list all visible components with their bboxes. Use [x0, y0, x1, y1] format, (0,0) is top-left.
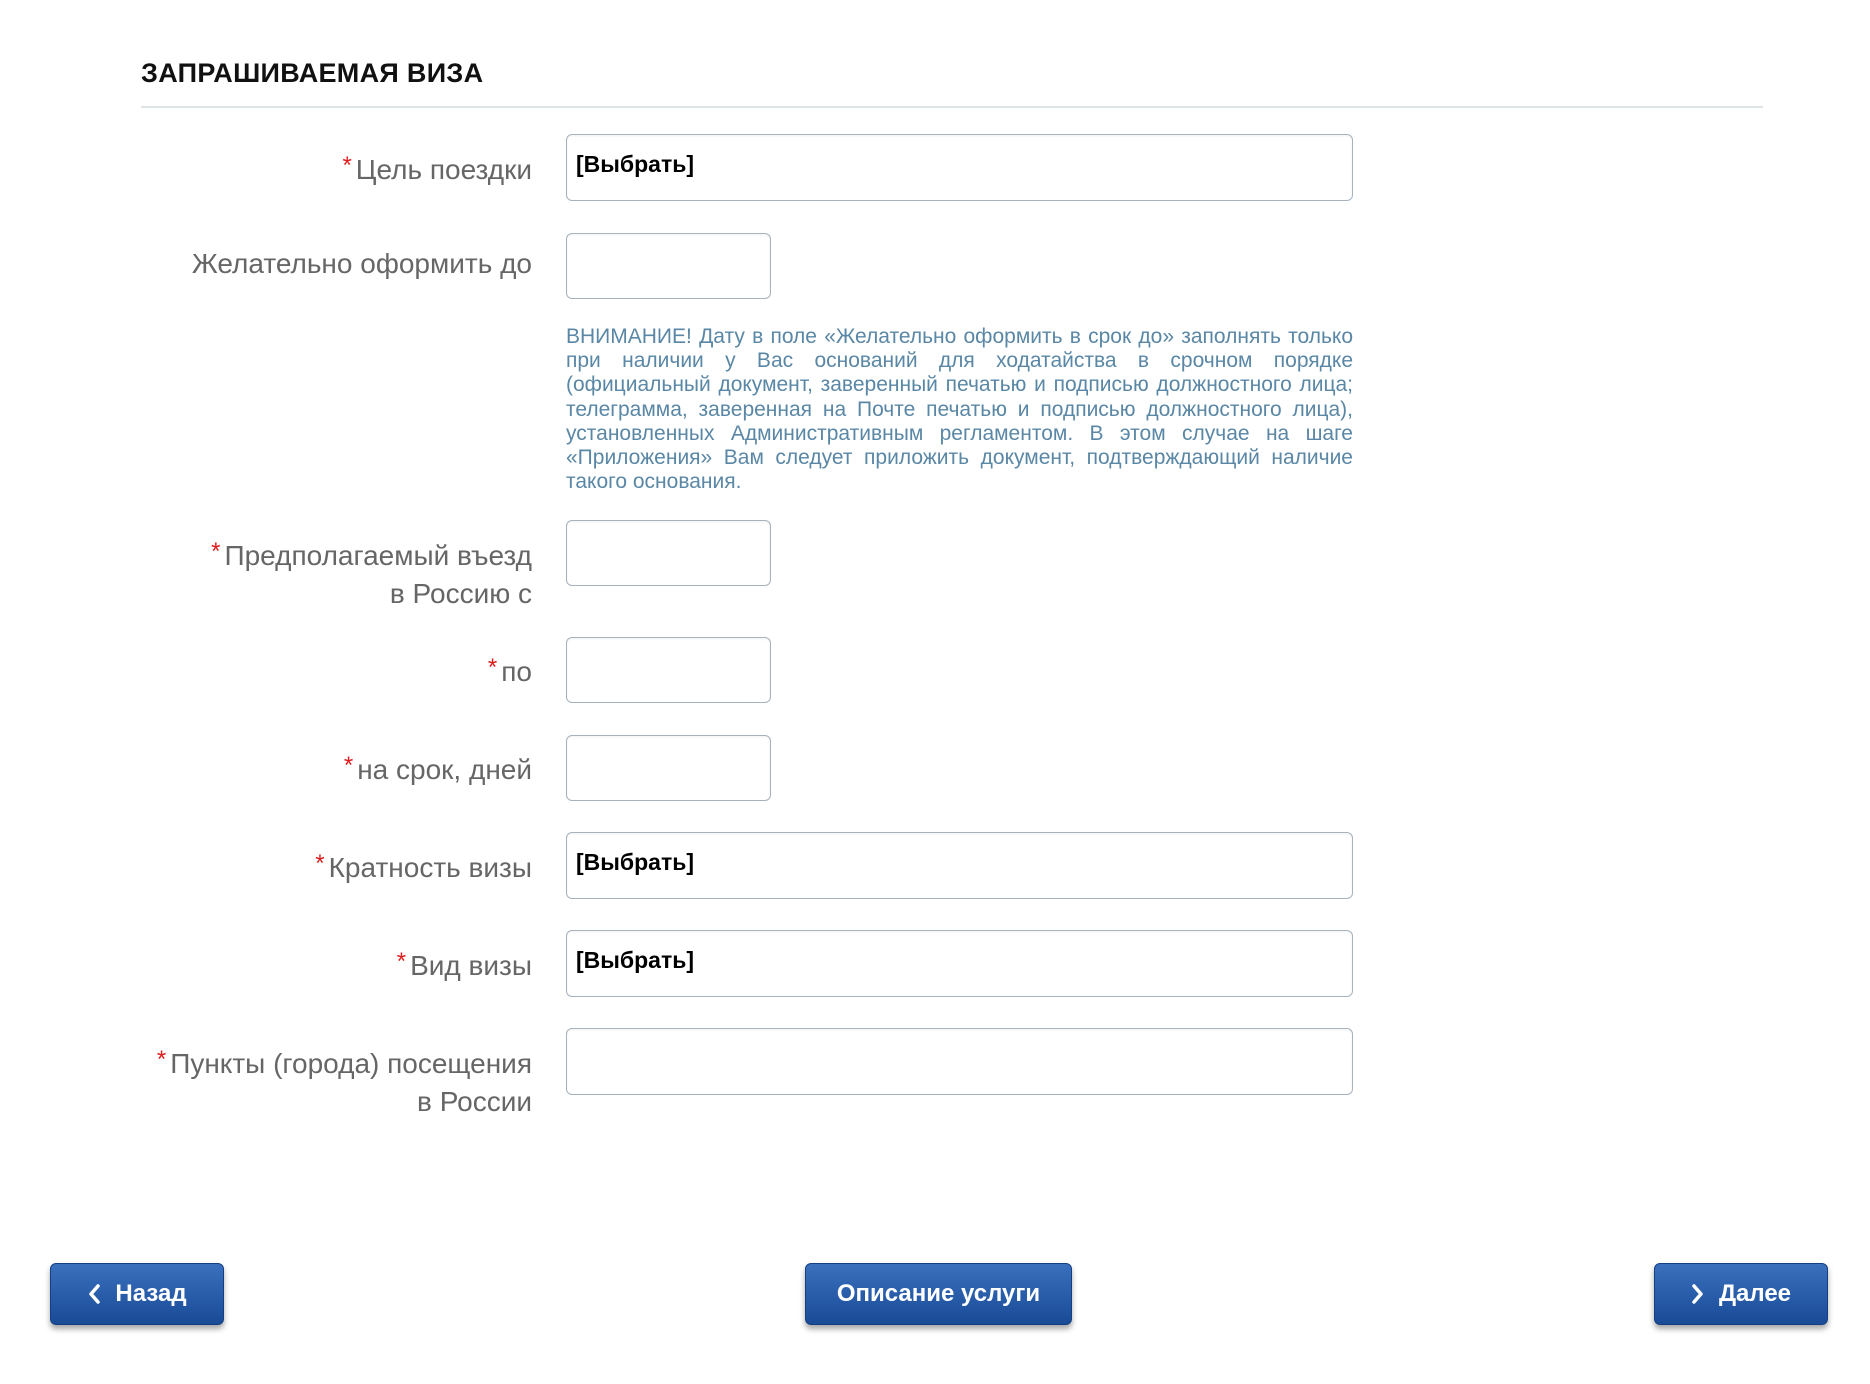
- purpose-select[interactable]: [Выбрать]: [566, 134, 1353, 201]
- duration-label: * на срок, дней: [343, 752, 532, 785]
- service-description-label: Описание услуги: [836, 1280, 1041, 1307]
- section-divider: [141, 106, 1763, 108]
- required-marker: *: [396, 948, 407, 975]
- multiplicity-select[interactable]: [Выбрать]: [566, 832, 1353, 899]
- multiplicity-label: * Кратность визы: [315, 850, 532, 883]
- entry-from-date-input[interactable]: [566, 520, 771, 586]
- next-button-label: Далее: [1718, 1280, 1792, 1307]
- section-title: ЗАПРАШИВАЕМАЯ ВИЗА: [141, 58, 484, 88]
- visa-type-label: * Вид визы: [396, 948, 532, 981]
- required-marker: *: [487, 654, 498, 681]
- next-button[interactable]: [1654, 1263, 1828, 1325]
- service-description-button[interactable]: [805, 1263, 1072, 1325]
- chevron-right-icon: [1691, 1283, 1705, 1305]
- entry-to-label: * по: [487, 654, 532, 687]
- cities-label: * Пункты (города) посещения в России: [156, 1046, 532, 1117]
- required-marker: *: [315, 850, 325, 877]
- required-marker: *: [211, 538, 221, 565]
- required-marker: *: [342, 152, 352, 179]
- deadline-date-input[interactable]: [566, 233, 771, 299]
- entry-to-date-input[interactable]: [566, 637, 771, 703]
- cities-input[interactable]: [566, 1028, 1353, 1095]
- required-marker: *: [156, 1046, 167, 1073]
- chevron-left-icon: [87, 1283, 101, 1305]
- back-button-label: Назад: [115, 1280, 187, 1307]
- duration-days-input[interactable]: [566, 735, 771, 801]
- back-button[interactable]: [50, 1263, 224, 1325]
- deadline-label: Желательно оформить до: [191, 248, 532, 279]
- required-marker: *: [343, 752, 354, 779]
- entry-from-label: * Предполагаемый въезд в Россию с: [211, 538, 532, 609]
- visa-type-select[interactable]: [Выбрать]: [566, 930, 1353, 997]
- purpose-label: * Цель поездки: [342, 152, 532, 185]
- urgency-notice: ВНИМАНИЕ! Дату в поле «Желательно оформить в срок до» заполнять только при наличии у Вас оснований для ходатайства в срочном порядке (официальный документ, заверенный печатью и подписью должностного лица; телеграмма, заверенная на Почте печатью и подписью должностного лица), установленных Административным регламентом. В этом случае на шаге «Приложения» Вам следует приложить документ, подтверждающий наличие такого основания.: [566, 325, 1353, 494]
